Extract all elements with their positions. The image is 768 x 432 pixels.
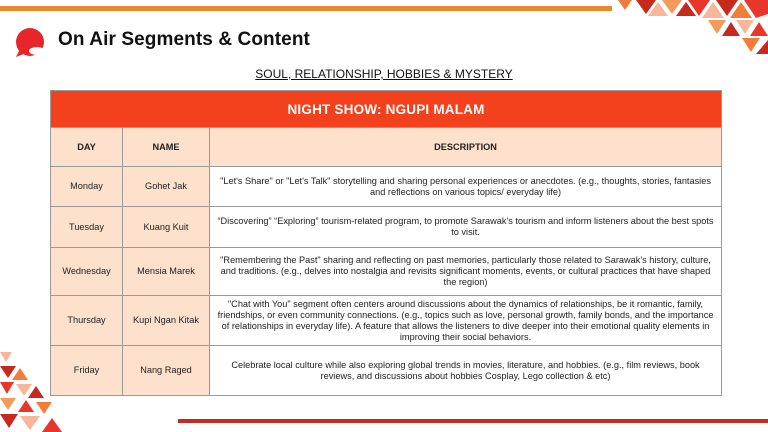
day-cell: Thursday	[51, 296, 123, 346]
description-cell: “Discovering” “Exploring” tourism-related program, to promote Sarawak's tourism and inform listeners about the best spots to visit.	[210, 207, 722, 248]
table-row	[51, 346, 722, 396]
bottom-accent-rule	[178, 419, 768, 423]
day-cell: Tuesday	[51, 207, 123, 248]
schedule-table	[50, 90, 722, 396]
speech-bubble-logo-icon	[12, 27, 48, 59]
segment-name-cell: Mensia Marek	[123, 248, 210, 296]
table-banner: NIGHT SHOW: NGUPI MALAM	[51, 91, 722, 128]
table-row	[51, 207, 722, 248]
segment-name-cell: Gohet Jak	[123, 167, 210, 207]
column-header-description: DESCRIPTION	[210, 128, 722, 167]
description-cell: "Chat with You" segment often centers around discussions about the dynamics of relationships, be it romantic, family, friendships, or even community connections. (e.g., topics such as love, personal growth, family bonds, and the importance of relationships in everyday life). A feature that allows the listeners to dive deeper into their emotional quality elements in improving their social behaviors.	[210, 296, 722, 346]
table-row	[51, 248, 722, 296]
segment-name-cell: Kuang Kuit	[123, 207, 210, 248]
day-cell: Friday	[51, 346, 123, 396]
table-row	[51, 296, 722, 346]
segment-name-cell: Nang Raged	[123, 346, 210, 396]
page-title: On Air Segments & Content	[58, 29, 310, 50]
day-cell: Monday	[51, 167, 123, 207]
segment-name-cell: Kupi Ngan Kitak	[123, 296, 210, 346]
day-cell: Wednesday	[51, 248, 123, 296]
triangle-pattern-decoration	[618, 0, 768, 70]
column-header-day: DAY	[51, 128, 123, 167]
top-accent-rule	[0, 6, 612, 11]
description-cell: "Let's Share" or "Let's Talk" storytelling and sharing personal experiences or anecdotes. (e.g., thoughts, stories, fantasies and reflections on various topics/ everyday life)	[210, 167, 722, 207]
description-cell: Celebrate local culture while also exploring global trends in movies, literature, and hobbies. (e.g., film reviews, book reviews, and discussions about hobbies Cosplay, Lego collection & etc)	[210, 346, 722, 396]
description-cell: "Remembering the Past" sharing and reflecting on past memories, particularly those related to Sarawak's history, culture, and traditions. (e.g., delves into nostalgia and revisits significant moments, events, or cultural practices that have shaped the region)	[210, 248, 722, 296]
column-header-name: NAME	[123, 128, 210, 167]
table-row	[51, 167, 722, 207]
section-subtitle: SOUL, RELATIONSHIP, HOBBIES & MYSTERY	[255, 67, 513, 81]
